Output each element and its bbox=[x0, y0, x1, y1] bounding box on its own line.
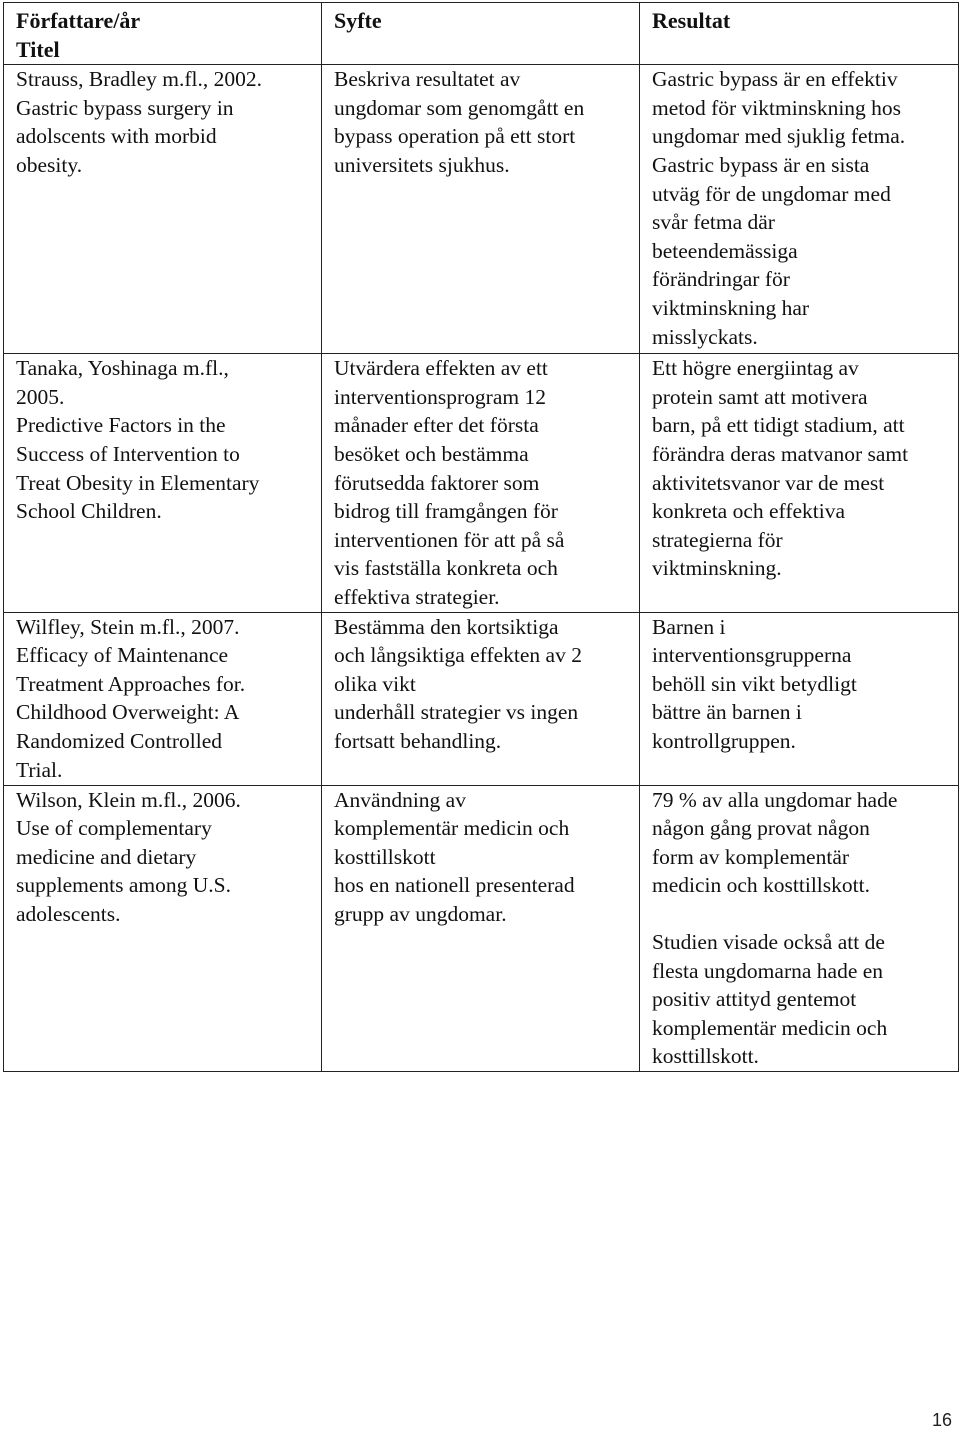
purpose-text: Utvärdera effekten av ett interventionsprogram 12 månader efter det första besöket och bestämma förutsedda faktorer som bidrog till framgången för interventionen för att på så vis fastställa konkreta och effektiva strategier. bbox=[334, 356, 565, 609]
cell-result bbox=[640, 785, 959, 1071]
purpose-text: Användning av komplementär medicin och kosttillskott hos en nationell presenterad grupp av ungdomar. bbox=[334, 787, 575, 926]
author-text: Tanaka, Yoshinaga m.fl., 2005. Predictive Factors in the Success of Intervention to Treat Obesity in Elementary School Children. bbox=[16, 356, 260, 524]
header-author-title bbox=[4, 3, 322, 65]
header-result bbox=[640, 3, 959, 65]
author-text: Strauss, Bradley m.fl., 2002. Gastric bypass surgery in adolscents with morbid obesity. bbox=[16, 67, 263, 177]
result-text: Ett högre energiintag av protein samt att motivera barn, på ett tidigt stadium, att förändra deras matvanor samt aktivitetsvanor var de mest konkreta och effektiva strategierna för viktminskning. bbox=[652, 356, 909, 581]
header-author-label: Författare/år bbox=[16, 8, 141, 33]
cell-purpose bbox=[322, 354, 640, 612]
cell-result bbox=[640, 612, 959, 785]
result-extra-text: Studien visade också att de flesta ungdomarna hade en positiv attityd gentemot komplementär medicin och kosttillskott. bbox=[652, 929, 888, 1069]
result-text: Gastric bypass är en effektiv metod för viktminskning hos ungdomar med sjuklig fetma. Gastric bypass är en sista utväg för de ungdomar med svår fetma där beteendemässiga förändringar för viktminskning har misslyckats. bbox=[652, 67, 906, 349]
header-result-label: Resultat bbox=[652, 8, 731, 33]
table-row bbox=[4, 354, 959, 612]
header-purpose bbox=[322, 3, 640, 65]
purpose-text: Beskriva resultatet av ungdomar som genomgått en bypass operation på ett stort universitets sjukhus. bbox=[334, 67, 585, 177]
literature-review-table bbox=[3, 2, 959, 1072]
author-text: Wilfley, Stein m.fl., 2007. Efficacy of Maintenance Treatment Approaches for. Childhood Overweight: A Randomized Controlled Trial. bbox=[16, 614, 246, 782]
cell-author bbox=[4, 354, 322, 612]
result-text: Barnen i interventionsgrupperna behöll sin vikt betydligt bättre än barnen i kontrollgruppen. bbox=[652, 614, 857, 753]
header-title-label: Titel bbox=[16, 36, 60, 62]
cell-author bbox=[4, 65, 322, 354]
cell-purpose bbox=[322, 785, 640, 1071]
cell-purpose bbox=[322, 612, 640, 785]
header-purpose-label: Syfte bbox=[334, 8, 382, 33]
cell-result bbox=[640, 354, 959, 612]
cell-author bbox=[4, 612, 322, 785]
page-number: 16 bbox=[931, 1410, 952, 1430]
table-row bbox=[4, 612, 959, 785]
cell-result bbox=[640, 65, 959, 354]
table-header-row bbox=[4, 3, 959, 65]
result-text: 79 % av alla ungdomar hade någon gång provat någon form av komplementär medicin och kosttillskott. bbox=[652, 787, 898, 898]
author-text: Wilson, Klein m.fl., 2006. Use of complementary medicine and dietary supplements among U.S. adolescents. bbox=[16, 787, 241, 926]
table-row bbox=[4, 65, 959, 354]
cell-author bbox=[4, 785, 322, 1071]
table-row bbox=[4, 785, 959, 1071]
purpose-text: Bestämma den kortsiktiga och långsiktiga effekten av 2 olika vikt underhåll strategier vs ingen fortsatt behandling. bbox=[334, 614, 582, 753]
cell-purpose bbox=[322, 65, 640, 354]
